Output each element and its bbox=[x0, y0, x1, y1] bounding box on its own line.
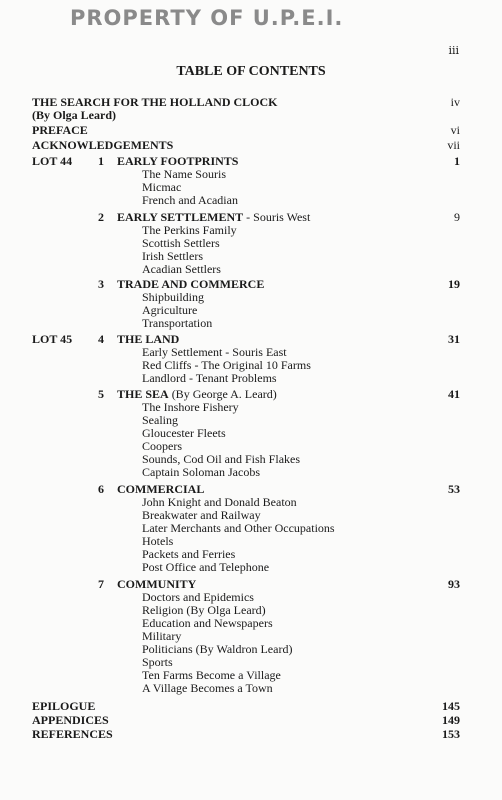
toc-section-row bbox=[32, 194, 460, 207]
chapter-number: 3 bbox=[98, 277, 104, 291]
section-title: Hotels bbox=[142, 534, 174, 548]
section-title: Coopers bbox=[142, 439, 182, 453]
section-title: Red Cliffs - The Original 10 Farms bbox=[142, 358, 311, 372]
chapter-number: 4 bbox=[98, 332, 104, 346]
toc-section-row bbox=[32, 561, 460, 574]
toc-entry-label: PREFACE bbox=[32, 123, 88, 137]
section-title: Sealing bbox=[142, 413, 178, 427]
toc-back-entry bbox=[32, 714, 460, 727]
toc-section-row bbox=[32, 304, 460, 317]
section-title: Landlord - Tenant Problems bbox=[142, 371, 277, 385]
toc-page-number: iv bbox=[450, 95, 460, 109]
section-title: Packets and Ferries bbox=[142, 547, 236, 561]
section-title: Sports bbox=[142, 655, 173, 669]
chapter-subtitle: - Souris West bbox=[243, 210, 311, 224]
section-title: Irish Settlers bbox=[142, 249, 203, 263]
toc-chapter-row bbox=[32, 278, 460, 291]
toc-front-entry bbox=[32, 109, 460, 122]
toc-page-number: 1 bbox=[454, 154, 460, 168]
page-number: iii bbox=[448, 44, 459, 57]
section-title: Sounds, Cod Oil and Fish Flakes bbox=[142, 452, 301, 466]
toc-page-number: 149 bbox=[442, 713, 460, 727]
section-title: French and Acadian bbox=[142, 193, 238, 207]
section-title: Gloucester Fleets bbox=[142, 426, 226, 440]
toc-section-row bbox=[32, 317, 460, 330]
chapter-title-text: EARLY FOOTPRINTS bbox=[117, 154, 239, 168]
page-title: TABLE OF CONTENTS bbox=[176, 64, 326, 79]
toc-back-entry bbox=[32, 700, 460, 713]
section-title: Micmac bbox=[142, 180, 182, 194]
toc-page-number: 53 bbox=[448, 482, 460, 496]
section-title: Ten Farms Become a Village bbox=[142, 668, 281, 682]
toc-page-number: 153 bbox=[442, 727, 460, 741]
section-title: The Inshore Fishery bbox=[142, 400, 239, 414]
toc-section-row bbox=[32, 263, 460, 276]
toc-section-row bbox=[32, 427, 460, 440]
ownership-stamp: PROPERTY OF U.P.E.I. bbox=[70, 6, 344, 30]
toc-page-number: vii bbox=[447, 138, 460, 152]
chapter-title-text: THE LAND bbox=[117, 332, 180, 346]
toc-section-row bbox=[32, 224, 460, 237]
toc-entry-label: (By Olga Leard) bbox=[32, 108, 116, 122]
section-title: Captain Soloman Jacobs bbox=[142, 465, 260, 479]
section-title: Acadian Settlers bbox=[142, 262, 221, 276]
section-title: Transportation bbox=[142, 316, 213, 330]
toc-section-row bbox=[32, 250, 460, 263]
toc-entry-label: THE SEARCH FOR THE HOLLAND CLOCK bbox=[32, 95, 278, 109]
toc-page-number: 9 bbox=[454, 210, 460, 224]
toc-entry-label: APPENDICES bbox=[32, 713, 109, 727]
section-title: The Perkins Family bbox=[142, 223, 237, 237]
chapter-number: 1 bbox=[98, 154, 104, 168]
section-title: Breakwater and Railway bbox=[142, 508, 261, 522]
toc-page-number: 93 bbox=[448, 577, 460, 591]
toc-section-row bbox=[32, 414, 460, 427]
chapter-number: 7 bbox=[98, 577, 104, 591]
section-title: A Village Becomes a Town bbox=[142, 681, 273, 695]
toc-front-entry bbox=[32, 124, 460, 137]
toc-page-number: 31 bbox=[448, 332, 460, 346]
section-title: Education and Newspapers bbox=[142, 616, 273, 630]
toc-section-row bbox=[32, 617, 460, 630]
toc-section-row bbox=[32, 522, 460, 535]
section-title: Post Office and Telephone bbox=[142, 560, 270, 574]
section-title: Early Settlement - Souris East bbox=[142, 345, 287, 359]
section-title: Doctors and Epidemics bbox=[142, 590, 254, 604]
chapter-title-text: TRADE AND COMMERCE bbox=[117, 277, 265, 291]
toc-section-row bbox=[32, 291, 460, 304]
chapter-title-text: COMMERCIAL bbox=[117, 482, 205, 496]
chapter-title-text: COMMUNITY bbox=[117, 577, 197, 591]
toc-page-number: vi bbox=[450, 123, 460, 137]
section-title: The Name Souris bbox=[142, 167, 226, 181]
toc-section-row bbox=[32, 535, 460, 548]
section-title: Later Merchants and Other Occupations bbox=[142, 521, 335, 535]
toc-section-row bbox=[32, 643, 460, 656]
lot-label: LOT 45 bbox=[32, 332, 73, 346]
toc-entry-label: ACKNOWLEDGEMENTS bbox=[32, 138, 174, 152]
section-title: Agriculture bbox=[142, 303, 198, 317]
toc-page-number: 19 bbox=[448, 277, 460, 291]
lot-label: LOT 44 bbox=[32, 154, 73, 168]
section-title: Religion (By Olga Leard) bbox=[142, 603, 266, 617]
chapter-number: 2 bbox=[98, 210, 104, 224]
toc-page-number: 41 bbox=[448, 387, 460, 401]
toc-entry-label: REFERENCES bbox=[32, 727, 113, 741]
chapter-subtitle: (By George A. Leard) bbox=[168, 387, 277, 401]
section-title: Shipbuilding bbox=[142, 290, 205, 304]
toc-section-row bbox=[32, 372, 460, 385]
toc-section-row bbox=[32, 682, 460, 695]
toc-front-entry bbox=[32, 139, 460, 152]
chapter-title-text: THE SEA bbox=[117, 387, 169, 401]
chapter-number: 6 bbox=[98, 482, 104, 496]
section-title: Military bbox=[142, 629, 182, 643]
section-title: Scottish Settlers bbox=[142, 236, 220, 250]
toc-chapter-row bbox=[32, 211, 460, 224]
section-title: Politicians (By Waldron Leard) bbox=[142, 642, 293, 656]
toc-section-row bbox=[32, 237, 460, 250]
toc-entry-label: EPILOGUE bbox=[32, 699, 96, 713]
chapter-title-text: EARLY SETTLEMENT bbox=[117, 210, 244, 224]
toc-section-row bbox=[32, 181, 460, 194]
toc-back-entry bbox=[32, 728, 460, 741]
toc-chapter-row bbox=[32, 155, 460, 168]
toc-section-row bbox=[32, 401, 460, 414]
toc-chapter-row bbox=[32, 388, 460, 401]
toc-section-row bbox=[32, 168, 460, 181]
chapter-number: 5 bbox=[98, 387, 104, 401]
toc-section-row bbox=[32, 466, 460, 479]
section-title: John Knight and Donald Beaton bbox=[142, 495, 297, 509]
toc-page-number: 145 bbox=[442, 699, 460, 713]
